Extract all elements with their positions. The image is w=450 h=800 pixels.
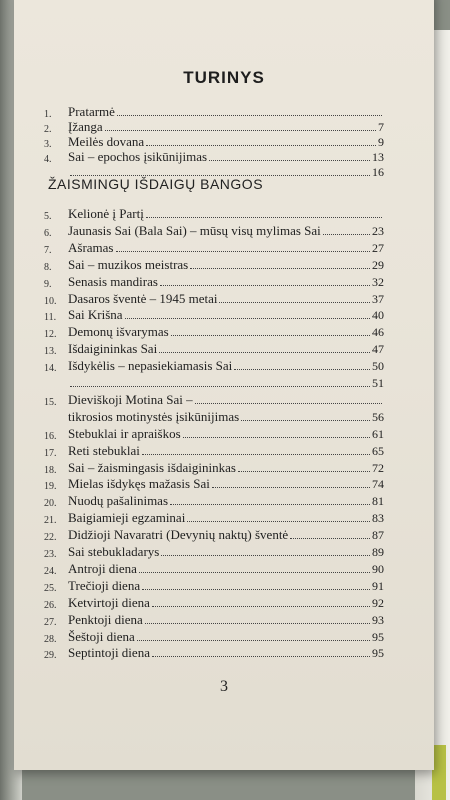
bookmark-ribbon [432, 745, 446, 800]
toc-entry-title: Stebuklai ir apraiškos [68, 425, 181, 441]
toc-entry [44, 356, 384, 374]
toc-entry [44, 272, 384, 290]
toc-entry [44, 458, 384, 476]
toc-entry-title: Kelionė į Partį [68, 206, 144, 221]
toc-entry-title: Sai – epochos įsikūnijimas [68, 149, 208, 164]
toc-entry-title: Dasaros šventė – 1945 metai [68, 290, 218, 306]
toc-entry-page: 9 [378, 135, 384, 149]
section-title: ŽAISMINGŲ IŠDAIGŲ BANGOS [48, 176, 264, 192]
toc-entry-title: Baigiamieji egzaminai [68, 510, 186, 526]
toc-entry-number: 2. [44, 124, 52, 135]
toc-entry [44, 289, 384, 307]
toc-entry-title: Trečioji diena [68, 577, 141, 593]
dot-leader [290, 538, 370, 539]
toc-entry-page: 47 [372, 342, 384, 357]
dot-leader [105, 130, 376, 131]
toc-entry-title: Penktoji diena [68, 611, 143, 627]
dot-leader [137, 640, 370, 641]
toc-entry [44, 373, 384, 391]
toc-entry-title: Meilės dovana [68, 134, 145, 149]
toc-entry-page: 89 [372, 545, 384, 559]
toc-entry-title: Senasis mandiras [68, 273, 158, 289]
dot-leader [170, 504, 370, 505]
toc-entry [44, 610, 384, 628]
toc-entry-page: 51 [372, 376, 384, 390]
page-title: TURINYS [183, 68, 265, 87]
toc-entry [44, 424, 384, 442]
dot-leader [117, 115, 382, 116]
toc-entry-title: Šeštoji diena [68, 628, 135, 644]
toc-entry-title: Sai stebukladarys [68, 544, 160, 559]
toc-entry [44, 322, 384, 340]
toc-entry-title: Nuodų pašalinimas [68, 493, 169, 509]
toc-entry-number: 11. [44, 312, 57, 324]
toc-entry-page: 32 [372, 274, 384, 289]
toc-entry-title: Reti stebuklai [68, 442, 140, 458]
dot-leader [142, 589, 370, 590]
toc-entry [44, 474, 384, 492]
toc-entry-number: 8. [44, 261, 52, 273]
toc-entry-title: Įžanga [68, 119, 103, 134]
dot-leader [70, 386, 370, 387]
toc-entry-number: 1. [44, 109, 52, 120]
toc-entry [44, 305, 384, 323]
toc-entry-page: 91 [372, 578, 384, 593]
toc-entry-number: 6. [44, 227, 52, 239]
dot-leader [238, 471, 370, 472]
toc-entry [44, 162, 384, 180]
toc-entry-number: 29. [44, 650, 57, 662]
toc-entry-number: 24. [44, 565, 57, 577]
toc-entry-number: 14. [44, 363, 57, 375]
toc-entry [44, 407, 384, 425]
toc-entry-number: 4. [44, 154, 52, 165]
toc-entry-page: 56 [372, 409, 384, 424]
toc-entry-page: 95 [372, 646, 384, 661]
toc-entry-number: 18. [44, 464, 57, 476]
toc-entry-title: Mielas išdykęs mažasis Sai [68, 476, 210, 492]
dot-leader [152, 606, 370, 607]
dot-leader [161, 555, 370, 556]
dot-leader [116, 251, 371, 252]
toc-entry-page: 81 [372, 494, 384, 509]
toc-entry-number: 7. [44, 244, 52, 256]
toc-entry-number: 5. [44, 211, 52, 222]
dot-leader [145, 623, 370, 624]
dot-leader [139, 572, 370, 573]
toc-entry-page: 90 [372, 561, 384, 576]
toc-entry-number: 17. [44, 447, 57, 459]
dot-leader [195, 403, 382, 404]
toc-entry [44, 525, 384, 543]
toc-entry-page: 50 [372, 359, 384, 374]
toc-entry [44, 576, 384, 594]
toc-entry-title: Pratarmė [68, 104, 115, 119]
toc-entry-title: Išdykėlis – nepasiekiamasis Sai [68, 358, 233, 374]
toc-entry [44, 542, 384, 560]
page-number: 3 [220, 678, 228, 695]
toc-entry-title: Ašramas [68, 239, 114, 255]
toc-entry-number: 22. [44, 532, 57, 544]
toc-entry-page: 93 [372, 612, 384, 627]
dot-leader [190, 268, 370, 269]
toc-entry-number: 9. [44, 278, 52, 290]
toc-entry [44, 238, 384, 256]
toc-entry-number: 13. [44, 346, 57, 358]
toc-entry-title: Antroji diena [68, 560, 137, 576]
toc-entry [44, 593, 384, 611]
dot-leader [142, 454, 370, 455]
toc-entry-number: 20. [44, 498, 57, 510]
toc-entry-page: 29 [372, 257, 384, 272]
dot-leader [152, 656, 370, 657]
toc-entry-title: Jaunasis Sai (Bala Sai) – mūsų visų mylimas Sai [68, 222, 321, 238]
dot-leader [234, 369, 370, 370]
toc-entry [44, 441, 384, 459]
toc-entry-number: 3. [44, 139, 52, 150]
toc-entry-number: 10. [44, 295, 57, 307]
toc-entry-page: 27 [372, 240, 384, 255]
toc-entry [44, 508, 384, 526]
toc-entry [44, 339, 384, 357]
toc-entry-title: tikrosios motinystės įsikūnijimas [68, 408, 240, 424]
toc-entry-page: 83 [372, 511, 384, 526]
toc-entry-number: 15. [44, 396, 57, 408]
toc-entry [44, 390, 384, 408]
toc-entry-page: 16 [372, 165, 384, 179]
toc-entry-title: Išdaigininkas Sai [68, 341, 158, 357]
toc-entry-page: 37 [372, 291, 384, 306]
toc-entry-title: Sai – muzikos meistras [68, 256, 189, 272]
toc-entry-page: 61 [372, 426, 384, 441]
toc-entry [44, 204, 384, 222]
toc-entry [44, 559, 384, 577]
toc-entry-title: Ketvirtoji diena [68, 594, 150, 610]
toc-entry-page: 74 [372, 477, 384, 492]
toc-entry-number: 12. [44, 329, 57, 341]
toc-entry-page: 46 [372, 325, 384, 340]
toc-entry-number: 19. [44, 481, 57, 493]
toc-entry-title: Septintoji diena [68, 645, 150, 661]
dot-leader [125, 318, 370, 319]
dot-leader [146, 217, 382, 218]
toc-entry-number: 27. [44, 616, 57, 628]
toc-entry-page: 92 [372, 595, 384, 610]
toc-entry-page: 65 [372, 443, 384, 458]
toc-entry-title: Demonų išvarymas [68, 324, 169, 340]
dot-leader [323, 234, 370, 235]
toc-entry [44, 491, 384, 509]
toc-entry-title: Sai – žaismingasis išdaigininkas [68, 459, 236, 475]
dot-leader [160, 285, 370, 286]
toc-entry-page: 40 [372, 308, 384, 323]
dot-leader [183, 437, 370, 438]
dot-leader [212, 487, 370, 488]
dot-leader [159, 352, 370, 353]
toc-entry-page: 23 [372, 223, 384, 238]
dot-leader [209, 160, 370, 161]
toc-entry-page: 72 [372, 460, 384, 475]
toc-entry-number: 16. [44, 430, 57, 442]
toc-entry-page: 87 [372, 528, 384, 543]
dot-leader [146, 145, 376, 146]
toc-entry-number: 21. [44, 515, 57, 527]
toc-entry-page: 13 [372, 150, 384, 164]
dot-leader [70, 175, 370, 176]
toc-entry [44, 643, 384, 661]
toc-entry-number: 26. [44, 599, 57, 611]
dot-leader [187, 521, 370, 522]
toc-entry [44, 627, 384, 645]
dot-leader [219, 302, 370, 303]
toc-entry-title: Didžioji Navaratri (Devynių naktų) šventė [68, 527, 289, 543]
dot-leader [241, 420, 370, 421]
toc-entry-number: 28. [44, 633, 57, 645]
toc-entry-page: 95 [372, 629, 384, 644]
toc-entry [44, 255, 384, 273]
toc-entry [44, 221, 384, 239]
toc-entry-title: Dieviškoji Motina Sai – [68, 391, 193, 407]
dot-leader [171, 335, 370, 336]
toc-entry-number: 25. [44, 582, 57, 594]
toc-entry-number: 23. [44, 549, 57, 560]
toc-entry-page: 7 [378, 120, 384, 134]
toc-entry-title: Sai Krišna [68, 307, 123, 323]
book-page [14, 0, 434, 770]
